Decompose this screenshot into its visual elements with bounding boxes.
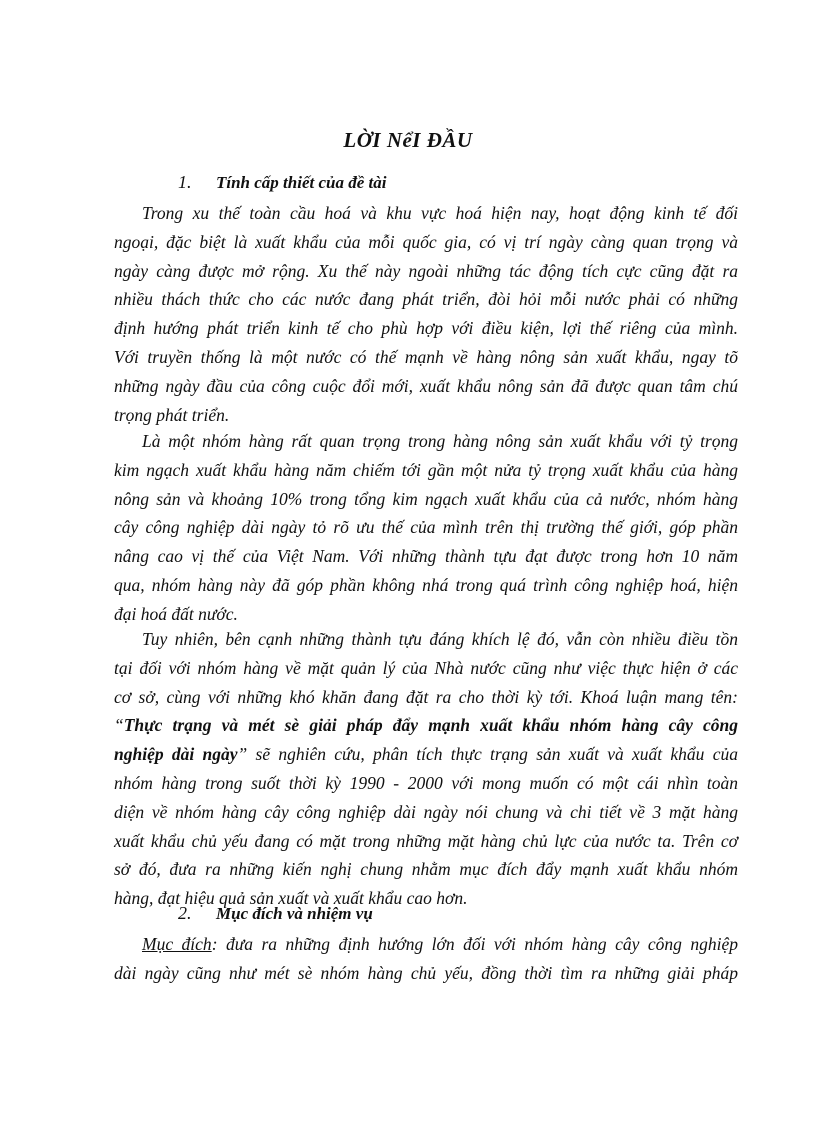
paragraph-2-line: đại hoá đất nước. bbox=[114, 603, 238, 624]
paragraph-1-line: Với truyền thống là một nước có thế mạnh về hàng nông sản xuất khẩu, ngay tõ bbox=[114, 346, 738, 367]
page-title: LỜI NểI ĐẦU bbox=[343, 128, 473, 152]
section-1-number: 1. bbox=[178, 172, 192, 192]
paragraph-2-line: cây công nghiệp dài ngày tỏ rõ ưu thế của mình trên thị trường thế giới, góp phần bbox=[114, 517, 738, 538]
paragraph-3-line: nhóm hàng trong suốt thời kỳ 1990 - 2000 với mong muốn có một cái nhìn toàn bbox=[114, 772, 738, 793]
paragraph-2-line: kim ngạch xuất khẩu hàng năm chiếm tới gần một nửa tỷ trọng xuất khẩu của hàng bbox=[114, 459, 738, 480]
paragraph-3-line: hàng, đạt hiệu quả sản xuất và xuất khẩu cao hơn. bbox=[114, 888, 468, 909]
paragraph-3-line: diện về nhóm hàng cây công nghiệp dài ngày nói chung và chi tiết về 3 mặt hàng bbox=[114, 801, 738, 822]
paragraph-4-line: dài ngày cũng như mét sè nhóm hàng chủ yếu, đồng thời tìm ra những giải pháp bbox=[114, 962, 738, 983]
open-quote: “ bbox=[114, 715, 124, 736]
paragraph-1 bbox=[114, 199, 738, 429]
section-2-heading bbox=[178, 903, 373, 924]
after-title-text: sẽ nghiên cứu, phân tích thực trạng sản xuất và xuất khẩu của bbox=[247, 744, 738, 765]
paragraph-1-line: ngoại, đặc biệt là xuất khẩu của mỗi quốc gia, có vị trí ngày càng quan trọng và bbox=[114, 231, 738, 252]
paragraph-1-line: trọng phát triển. bbox=[114, 404, 230, 425]
section-2-title: Mục đích và nhiệm vụ bbox=[216, 904, 373, 923]
paragraph-3-line: cơ sở, cùng với những khó khăn đang đặt ra cho thời kỳ tới. Khoá luận mang tên: bbox=[114, 686, 738, 707]
paragraph-1-line: định hướng phát triển kinh tế cho phù hợp với điều kiện, lợi thế riêng của mình. bbox=[114, 318, 738, 339]
purpose-text: : đưa ra những định hướng lớn đối với nhóm hàng cây công nghiệp bbox=[211, 934, 738, 954]
paragraph-2 bbox=[114, 427, 738, 629]
paragraph-3-line: Tuy nhiên, bên cạnh những thành tựu đáng khích lệ đó, vẫn còn nhiều điều tồn bbox=[142, 629, 738, 649]
paragraph-2-line: nông sản và khoảng 10% trong tổng kim ngạch xuất khẩu của cả nước, nhóm hàng bbox=[114, 488, 738, 509]
section-1-heading bbox=[178, 172, 386, 193]
paragraph-3-line: xuất khẩu chủ yếu đang có mặt trong những mặt hàng chủ lực của nước ta. Trên cơ bbox=[114, 830, 738, 851]
paragraph-1-line: ngày càng được mở rộng. Xu thế này ngoài những tác động tích cực cũng đặt ra bbox=[114, 260, 738, 281]
paragraph-3-line bbox=[114, 740, 738, 769]
paragraph-3-line: tại đối với nhóm hàng về mặt quản lý của Nhà nước cũng như việc thực hiện ở các bbox=[114, 657, 738, 678]
purpose-label: Mục đích bbox=[142, 934, 212, 954]
paragraph-1-line: Trong xu thế toàn cầu hoá và khu vực hoá hiện nay, hoạt động kinh tế đối bbox=[142, 203, 738, 223]
paragraph-3-line bbox=[114, 711, 738, 740]
paragraph-1-line: nhiều thách thức cho các nước đang phát triển, đòi hỏi mỗi nước phải có những bbox=[114, 289, 738, 310]
close-quote: ” bbox=[237, 744, 248, 765]
paragraph-2-line: qua, nhóm hàng này đã góp phần không nhá trong quá trình công nghiệp hoá, hiện bbox=[114, 574, 738, 595]
section-1-title: Tính cấp thiết của đề tài bbox=[216, 173, 387, 192]
paragraph-2-line: Là một nhóm hàng rất quan trọng trong hàng nông sản xuất khẩu với tỷ trọng bbox=[142, 431, 738, 451]
thesis-title-part-1: Thực trạng và mét sè giải pháp đẩy mạnh xuất khẩu nhóm hàng cây công bbox=[123, 715, 738, 736]
paragraph-2-line: nâng cao vị thế của Việt Nam. Với những thành tựu đạt được trong hơn 10 năm bbox=[114, 546, 738, 567]
paragraph-4 bbox=[114, 930, 738, 988]
paragraph-3 bbox=[114, 625, 738, 913]
paragraph-3-line: sở đó, đưa ra những kiến nghị chung nhằm mục đích đẩy mạnh xuất khẩu nhóm bbox=[114, 859, 738, 880]
thesis-title-part-2: nghiệp dài ngày bbox=[114, 744, 238, 765]
paragraph-1-line: những ngày đầu của công cuộc đổi mới, xuất khẩu nông sản đã được quan tâm chú bbox=[114, 375, 738, 396]
paragraph-4-line bbox=[114, 930, 738, 959]
section-2-number: 2. bbox=[178, 903, 192, 923]
